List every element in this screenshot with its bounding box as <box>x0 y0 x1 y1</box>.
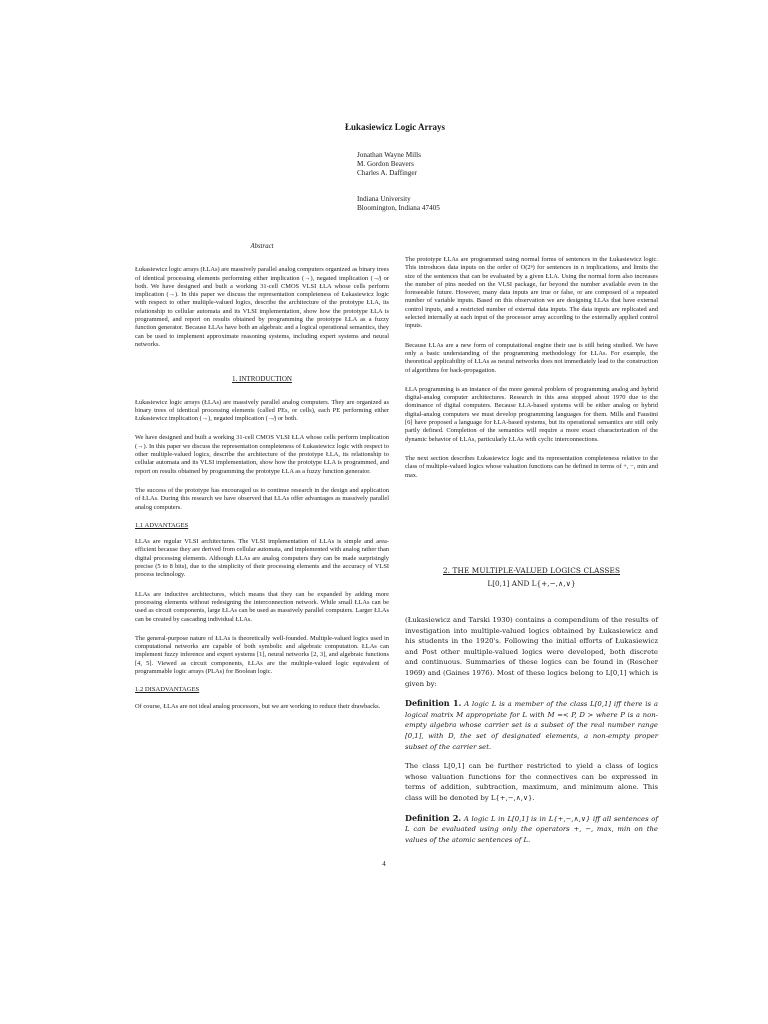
paragraph: The class L[0,1] can be further restricted to yield a class of logics whose valuation functions for the connectives can be expressed in terms of addition, subtraction, maximum, and minimum alone. This class will be denoted by L{+,−,∧,∨}. <box>405 762 658 802</box>
definition-label: Definition 2. <box>405 812 462 823</box>
affiliation-line: Indiana University <box>357 195 411 203</box>
abstract-text: Łukasiewicz logic arrays (ŁLAs) are massively parallel analog computers organized as binary trees of identical processing elements performing either implication (→), negated implication (↛) or both. We have designed and built a working 31-cell CMOS VLSI ŁLA whose cells perform implication (→). In this paper we discuss the representation completeness of Łukasiewicz logic with respect to other multiple-valued logics, describe the architecture of the prototype ŁLA, its relationship to cellular automata and its VLSI implementation, show how the prototype ŁLA is programmed, and report on results obtained by programming the prototype ŁLA as a fuzzy function generator. Because ŁLAs have both an algebraic and a logical operational semantics, they can be used to implement approximate reasoning systems, including expert systems and neural networks. <box>135 266 389 348</box>
introduction-heading: 1. INTRODUCTION <box>232 375 292 384</box>
paragraph: The success of the prototype has encouraged us to continue research in the design and application of ŁLAs. During this research we have observed that ŁLAs offer advantages as massively parallel analog computers. <box>135 486 389 511</box>
paragraph: The next section describes Łukasiewicz logic and its representation completeness relative to the class of multiple-valued logics whose valuation functions can be defined in terms of +, −, min and max. <box>405 454 658 479</box>
author-name: Charles A. Daffinger <box>357 169 417 177</box>
affiliation-line: Bloomington, Indiana 47405 <box>357 204 440 212</box>
paragraph: Łukasiewicz logic arrays (ŁLAs) are massively parallel analog computers. They are organized as binary trees of identical processing elements (called PEs, or cells), each PE performing either Łukasiewicz implication (→), negated implication (↛) or both. <box>135 398 389 423</box>
definition-label: Definition 1. <box>405 698 462 709</box>
paragraph: ŁLA programming is an instance of the more general problem of programming analog and hybrid digital-analog computer architectures. Research in this area stopped about 1970 due to the dominance of digital computers. Because ŁLA-based systems will be either analog or hybrid digital-analog computers we must develop programming languages for them. Mills and Faustini [6] have proposed a language for ŁLA-based systems, but its operational semantics are still only partly defined. Completion of the semantics will require a more exact characterization of the dynamic behavior of ŁLAs, particularly ŁLAs with cyclic interconnections. <box>405 385 658 443</box>
paragraph: The general-purpose nature of ŁLAs is theoretically well-founded. Multiple-valued logics used in computational networks are capable of both symbolic and algebraic computation. ŁLAs can implement fuzzy inference and expert systems [1], neural networks [2, 3], and algebraic functions [4, 5]. Viewed as circuit components, ŁLAs are the multiple-valued logic equivalent of programmable logic arrays (PLAs) for Boolean logic. <box>135 634 389 675</box>
section2-heading: 2. THE MULTIPLE-VALUED LOGICS CLASSES <box>442 566 621 575</box>
author-name: Jonathan Wayne Mills <box>357 151 421 159</box>
section2-subheading: L[0,1] AND L{+,−,∧,∨} <box>487 579 576 588</box>
paper-title: Łukasiewicz Logic Arrays <box>345 122 445 132</box>
definition-2 <box>405 813 658 846</box>
advantages-heading: 1.1 ADVANTAGES <box>135 521 189 529</box>
paragraph: We have designed and built a working 31-cell CMOS VLSI ŁLA whose cells perform implication (→). In this paper we discuss the representation completeness of Łukasiewicz logic with respect to other multiple-valued logics, describe the architecture of the prototype ŁLA, its relationship to cellular automata and its VLSI implementation, show how the prototype ŁLA is programmed, and report on results obtained by programming the prototype ŁLA as a fuzzy function generator. <box>135 434 389 475</box>
page-number: 4 <box>382 860 386 868</box>
paragraph: (Łukasiewicz and Tarski 1930) contains a compendium of the results of investigation into multiple-valued logics obtained by Łukasiewicz and his students in the 1920's. Following the initial efforts of Łukasiewicz and Post other multiple-valued logics were developed, both discrete and continuous. Summaries of these logics can be found in (Rescher 1969) and (Gaines 1976). Most of these logics belong to L[0,1] which is given by: <box>405 616 658 688</box>
definition-text: A logic L in L[0,1] is in L{+,−,∧,∨} iff all sentences of L can be evaluated using only the operators +, −, max, min on the values of the atomic sentences of L. <box>405 814 658 844</box>
paragraph: Because ŁLAs are a new form of computational engine their use is still being studied. We have only a basic understanding of the programming methodology for ŁLAs. For example, the theoretical applicability of ŁLAs as neural networks does not immediately lead to the construction of algorithms for back-propagation. <box>405 341 658 374</box>
paragraph: ŁLAs are regular VLSI architectures. The VLSI implementation of ŁLAs is simple and area-efficient because they are derived from cellular automata, and implemented with analog rather than digital processing elements. Although ŁLAs are analog computers they can be made surprisingly precise (5 to 8 bits), due to the simplicity of their processing elements and the accuracy of VLSI process technology. <box>135 538 389 579</box>
right-column <box>405 256 658 487</box>
author-name: M. Gordon Beavers <box>357 160 414 168</box>
paragraph: Of course, ŁLAs are not ideal analog processors, but we are working to reduce their drawbacks. <box>135 702 381 710</box>
abstract-heading: Abstract <box>250 243 274 250</box>
definition-1 <box>405 698 658 752</box>
paragraph: The prototype ŁLAs are programmed using normal forms of sentences in the Łukasiewicz logic. This introduces data inputs on the order of O(2ⁿ) for sentences in n implications, and limits the size of the sentences that can be evaluated by a given ŁLA. Using the normal form also increases the number of pins needed on the VLSI package, far beyond the number available even in the foreseeable future. However, many data inputs are true or false, or are composed of a repeated number of variable inputs. Based on this observation we are designing ŁLAs that have external control inputs, and a restricted number of external data inputs. The data inputs are replicated and selected internally at each input of the processor array according to the externally applied control inputs. <box>405 256 658 330</box>
section2-body <box>405 615 658 854</box>
author-list <box>357 151 421 178</box>
left-column <box>135 243 389 718</box>
paragraph: ŁLAs are inductive architectures, which means that they can be expanded by adding more processing elements without redesigning the interconnection network. While small ŁLAs can be used as circuit components, large ŁLAs can be used as massively parallel computers. Larger ŁLAs can be created by cascading individual ŁLAs. <box>135 590 389 623</box>
disadvantages-heading: 1.2 DISADVANTAGES <box>135 686 200 694</box>
definition-text: A logic L is a member of the class L[0,1] iff there is a logical matrix M appropriate for L with M =< P, D > where P is a non-empty algebra whose carrier set is a subset of the real number range [0,1], with D, the set of designated elements, a non-empty proper subset of the carrier set. <box>405 700 658 751</box>
affiliation <box>357 195 440 213</box>
